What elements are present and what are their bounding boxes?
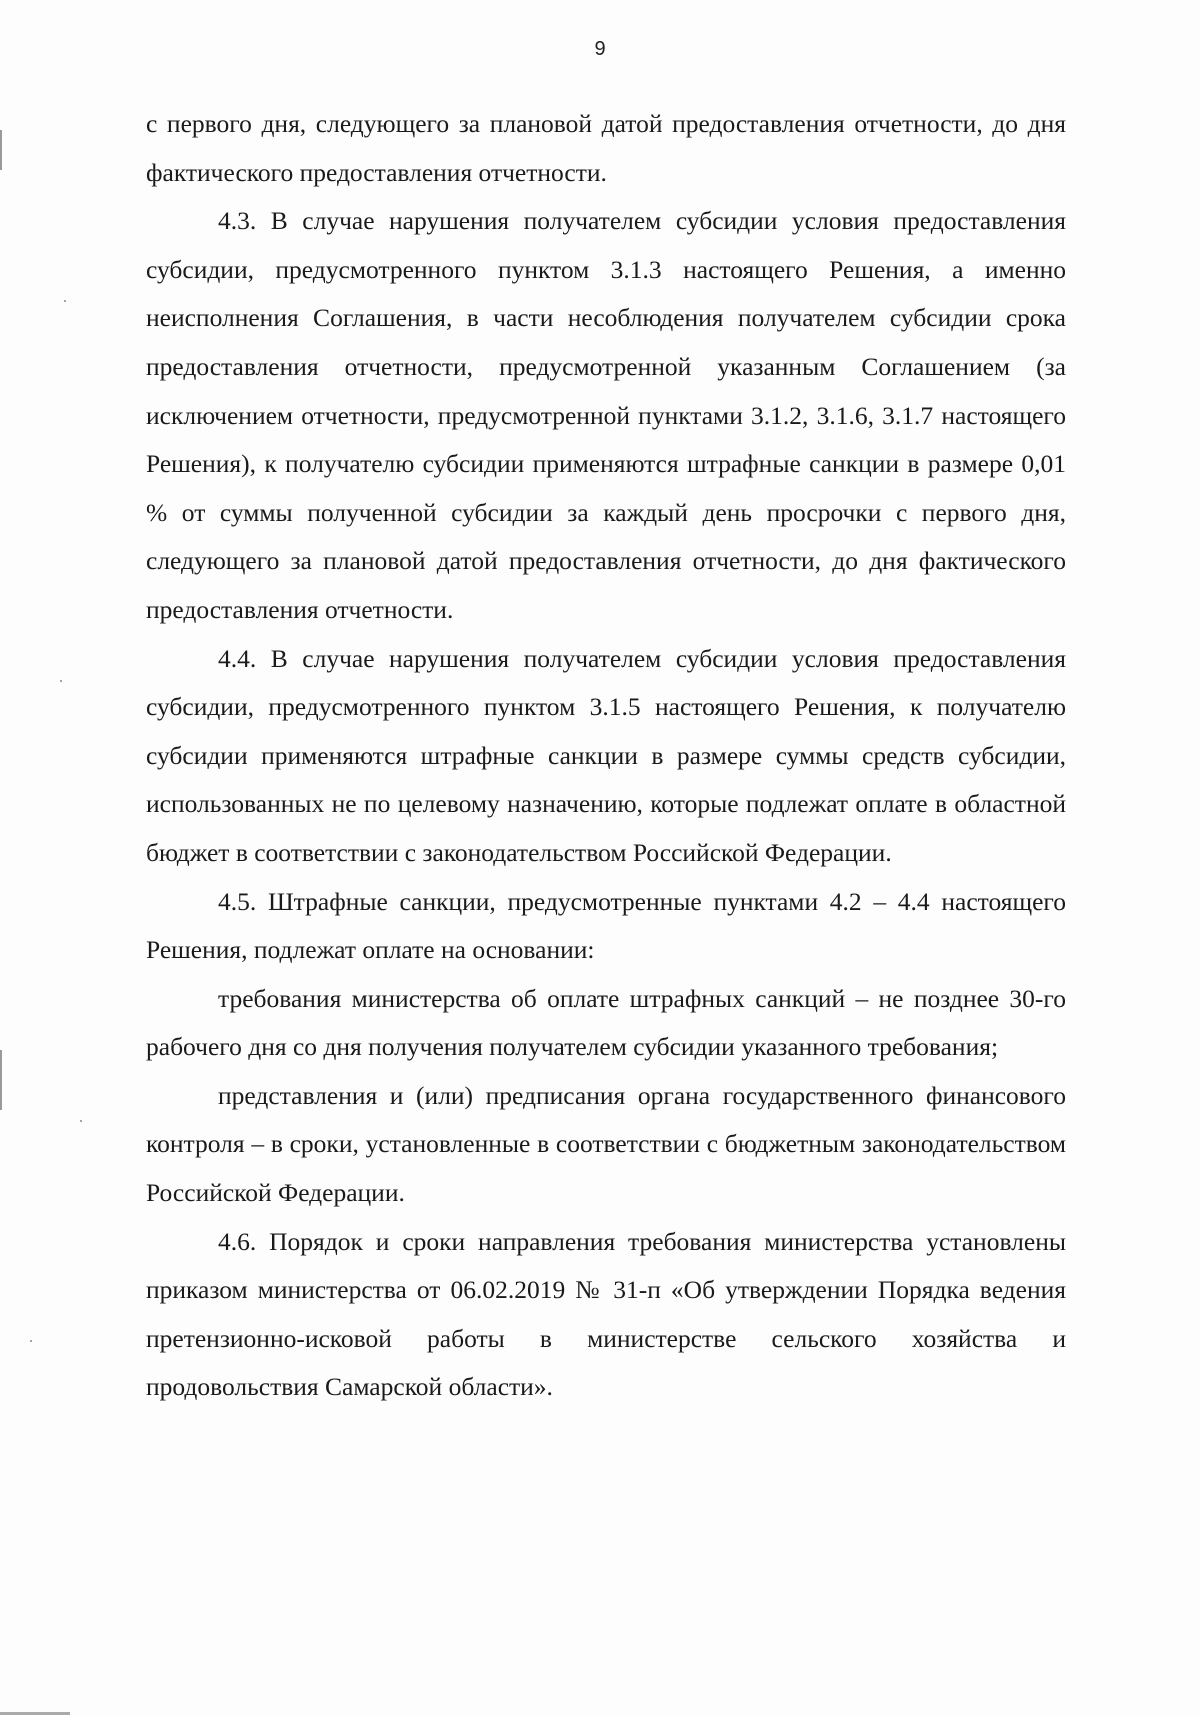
paragraph-4-6: 4.6. Порядок и сроки направления требования министерства установлены приказом министерства от 06.02.2019 № 31-п «Об утверждении Порядка ведения претензионно-исковой работы в министерстве сельского хозяйства и продовольствия Самарской области». [146, 1226, 1066, 1402]
paragraph-4-5: 4.5. Штрафные санкции, предусмотренные пунктами 4.2 – 4.4 настоящего Решения, подлежат оплате на основании: [146, 886, 1066, 965]
scan-edge-mark [0, 130, 2, 170]
paragraph-4-4: 4.4. В случае нарушения получателем субсидии условия предоставления субсидии, предусмотренного пунктом 3.1.5 настоящего Решения, к получателю субсидии применяются штрафные санкции в размере суммы средств субсидии, использованных не по целевому назначению, которые подлежат оплате в областной бюджет в соответствии с законодательством Российской Федерации. [146, 643, 1066, 867]
scan-dot [64, 300, 66, 302]
paragraph-4-5-item-1: требования министерства об оплате штрафных санкций – не позднее 30-го рабочего дня со дня получения получателем субсидии указанного требования; [146, 983, 1066, 1062]
paragraph-continuation: с первого дня, следующего за плановой датой предоставления отчетности, до дня фактического предоставления отчетности. [146, 109, 1066, 187]
paragraph-4-5-item-2: представления и (или) предписания органа государственного финансового контроля – в сроки, установленные в соответствии с бюджетным законодательством Российской Федерации. [146, 1080, 1066, 1208]
scan-edge-mark [0, 1050, 2, 1110]
scan-dot [80, 1120, 82, 1122]
document-body [146, 100, 1066, 1412]
scan-dot [60, 680, 62, 682]
paragraph-4-3: 4.3. В случае нарушения получателем субсидии условия предоставления субсидии, предусмотренного пунктом 3.1.3 настоящего Решения, а именно неисполнения Соглашения, в части несоблюдения получателем субсидии срока предоставления отчетности, предусмотренной указанным Соглашением (за исключением отчетности, предусмотренной пунктами 3.1.2, 3.1.6, 3.1.7 настоящего Решения), к получателю субсидии применяются штрафные санкции в размере 0,01 % от суммы полученной субсидии за каждый день просрочки с первого дня, следующего за плановой датой предоставления отчетности, до дня фактического предоставления отчетности. [146, 206, 1066, 624]
page-number: 9 [594, 38, 606, 60]
scan-dot [30, 1340, 32, 1342]
